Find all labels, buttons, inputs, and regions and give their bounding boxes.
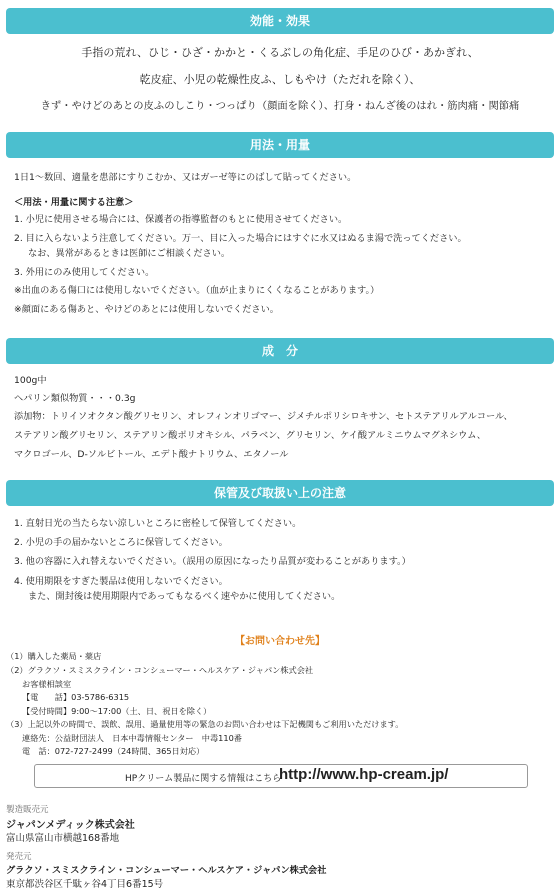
storage-line: 3. 他の容器に入れ替えないでください。（誤用の原因になったり品質が変わることがあります。） (14, 556, 411, 567)
contact-line: （1）購入した薬局・薬店 (6, 651, 102, 661)
usage-note: ※顔面にある傷あと、やけどのあとには使用しないでください。 (14, 304, 279, 315)
usage-note: ※出血のある傷口には使用しないでください。（血が止まりにくくなることがあります。） (14, 285, 380, 296)
distributor-address: 東京都渋谷区千駄ヶ谷4丁目6番15号 (6, 879, 164, 890)
usage-note: 2. 目に入らないよう注意してください。万一、目に入った場合にはすぐに水又はぬるま湯で洗ってください。 (14, 233, 467, 244)
usage-intro: 1日1～数回、適量を患部にすりこむか、又はガーゼ等にのばして貼ってください。 (14, 172, 357, 183)
efficacy-line: きず・やけどのあとの皮ふのしこり・つっぱり（顔面を除く）、打身・ねんざ後のはれ・筋肉痛・関節痛 (40, 100, 520, 112)
contact-phone: 【電 話】03-5786-6315 (22, 692, 130, 702)
usage-note: なお、異常があるときは医師にご相談ください。 (28, 248, 231, 259)
contact-heading: 【お問い合わせ先】 (235, 636, 325, 647)
storage-line: 2. 小児の手の届かないところに保管してください。 (14, 537, 228, 548)
efficacy-line: 乾皮症、小児の乾燥性皮ふ、しもやけ（ただれを除く）、 (139, 73, 421, 86)
storage-line: また、開封後は使用期限内であってもなるべく速やかに使用してください。 (28, 591, 341, 602)
usage-note-heading: ＜用法・用量に関する注意＞ (14, 197, 134, 208)
storage-line: 4. 使用期限をすぎた製品は使用しないでください。 (14, 576, 228, 587)
contact-line: （2）グラクソ・スミスクライン・コンシューマー・ヘルスケア・ジャパン株式会社 (6, 665, 314, 675)
hp-info-text: HPクリーム製品に関する情報はこちら (125, 774, 282, 784)
hp-info-box (34, 764, 528, 788)
efficacy-header: 効能・効果 (6, 8, 554, 34)
usage-header: 用法・用量 (6, 132, 554, 158)
manufacturer-label: 製造販売元 (6, 805, 49, 815)
hp-url-link[interactable]: http://www.hp-cream.jp/ (279, 766, 449, 783)
ingredient-line: ステアリン酸グリセリン、ステアリン酸ポリオキシル、パラベン、グリセリン、ケイ酸アルミニウムマグネシウム、 (14, 430, 486, 441)
ingredient-line: 100g中 (14, 375, 47, 386)
storage-header: 保管及び取扱い上の注意 (6, 480, 554, 506)
ingredient-line: ヘパリン類似物質・・・0.3g (14, 393, 136, 404)
manufacturer-address: 富山県富山市横越168番地 (6, 833, 120, 844)
contact-line: お客様相談室 (22, 679, 72, 689)
ingredient-line: マクロゴール、D-ソルビトール、エデト酸ナトリウム、エタノール (14, 449, 289, 460)
usage-note: 3. 外用にのみ使用してください。 (14, 267, 155, 278)
usage-note: 1. 小児に使用させる場合には、保護者の指導監督のもとに使用させてください。 (14, 214, 348, 225)
contact-hours: 【受付時間】9:00～17:00（土、日、祝日を除く） (22, 706, 212, 716)
ingredients-header: 成 分 (6, 338, 554, 364)
contact-line: 電 話：072-727-2499（24時間、365日対応） (22, 746, 205, 756)
contact-line: （3）上記以外の時間で、誤飲、誤用、過量使用等の緊急のお問い合わせは下記機関もご利用いただけます。 (6, 719, 404, 729)
manufacturer-name: ジャパンメディック株式会社 (6, 820, 135, 831)
storage-line: 1. 直射日光の当たらない涼しいところに密栓して保管してください。 (14, 518, 302, 529)
distributor-label: 発売元 (6, 852, 32, 862)
contact-line: 連絡先：公益財団法人 日本中毒情報センター 中毒110番 (22, 733, 242, 743)
efficacy-line: 手指の荒れ、ひじ・ひざ・かかと・くるぶしの角化症、手足のひび・あかぎれ、 (81, 46, 479, 59)
ingredient-line: 添加物：トリイソオクタン酸グリセリン、オレフィンオリゴマー、ジメチルポリシロキサン、セトステアリルアルコール、 (14, 411, 513, 422)
distributor-name: グラクソ・スミスクライン・コンシューマー・ヘルスケア・ジャパン株式会社 (6, 865, 327, 876)
